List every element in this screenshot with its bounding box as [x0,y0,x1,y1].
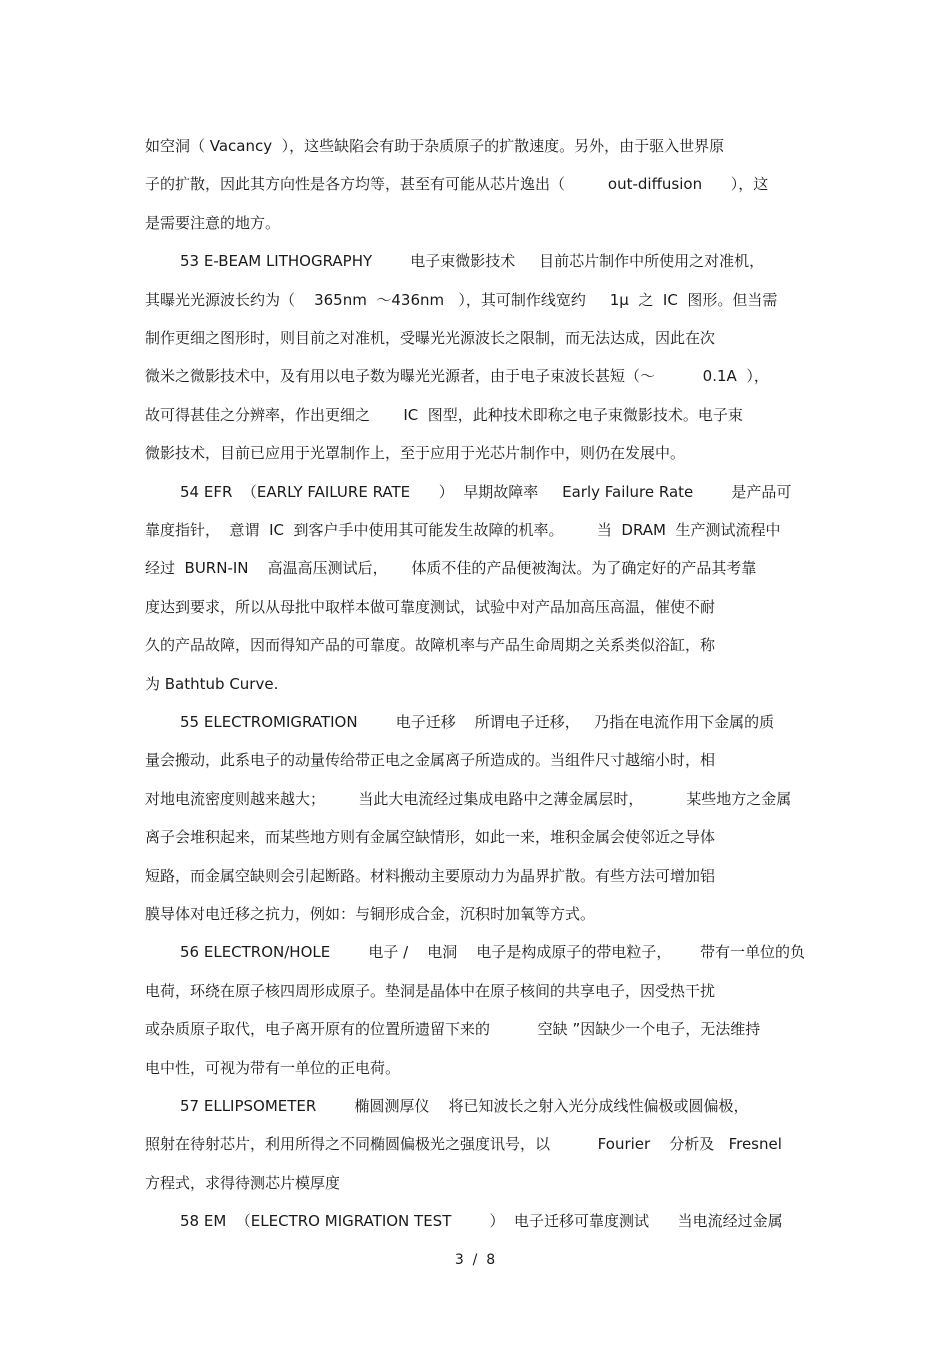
text-line: 电荷，环绕在原子核四周形成原子。垫洞是晶体中在原子核间的共享电子，因受热干扰 [145,981,716,1000]
text-line: 或杂质原子取代，电子离开原有的位置所遗留下来的 空缺 ”因缺少一个电子，无法维持 [145,1020,761,1039]
text-line: 制作更细之图形时，则目前之对准机，受曝光光源波长之限制，而无法达成，因此在次 [145,329,716,347]
text-line: 如空洞（ Vacancy ），这些缺陷会有助于杂质原子的扩散速度。另外，由于驱入世界原 [145,137,725,155]
text-line: 56 ELECTRON/HOLE 电子 / 电洞 电子是构成原子的带电粒子， 带有一单位的负 [180,943,805,962]
text-line: 电中性，可视为带有一单位的正电荷。 [145,1058,401,1077]
text-line: 是需要注意的地方。 [145,213,281,232]
text-line: 量会搬动，此系电子的动量传给带正电之金属离子所造成的。当组件尺寸越缩小时，相 [145,751,716,770]
text-line: 其曝光光源波长约为（ 365nm ～436nm ），其可制作线宽约 1µ 之 IC 图形。但当需 [145,290,778,309]
text-line: 故可得甚佳之分辨率，作出更细之 IC 图型，此种技术即称之电子束微影技术。电子束 [145,405,743,424]
text-line: 照射在待射芯片，利用所得之不同椭圆偏极光之强度讯号，以 Fourier 分析及 Fresnel [145,1135,782,1154]
text-line: 55 ELECTROMIGRATION 电子迁移 所谓电子迁移， 乃指在电流作用下金属的质 [180,713,775,731]
text-line: 57 ELLIPSOMETER 椭圆测厚仪 将已知波长之射入光分成线性偏极或圆偏极， [180,1097,749,1115]
text-line: 靠度指针， 意谓 IC 到客户手中使用其可能发生故障的机率。 当 DRAM 生产测试流程中 [145,521,781,539]
text-line: 54 EFR （EARLY FAILURE RATE ） 早期故障率 Early Failure Rate 是产品可 [180,482,792,501]
text-line: 经过 BURN-IN 高温高压测试后， 体质不佳的产品便被淘汰。为了确定好的产品其考靠 [145,559,757,578]
text-line: 方程式，求得待测芯片模厚度 [145,1173,341,1192]
text-line: 对地电流密度则越来越大； 当此大电流经过集成电路中之薄金属层时， 某些地方之金属 [145,789,792,808]
text-line: 58 EM （ELECTRO MIGRATION TEST ） 电子迁移可靠度测试 当电流经过金属 [180,1212,783,1231]
text-line: 度达到要求，所以从母批中取样本做可靠度测试，试验中对产品加高压高温，催使不耐 [145,597,716,616]
text-line: 短路，而金属空缺则会引起断路。材料搬动主要原动力为晶界扩散。有些方法可增加铝 [145,866,716,885]
page-number: 3 / 8 [454,1252,496,1268]
text-line: 53 E-BEAM LITHOGRAPHY 电子束微影技术 目前芯片制作中所使用之对准机， [180,252,765,271]
text-line: 微影技术，目前已应用于光罩制作上，至于应用于光芯片制作中，则仍在发展中。 [145,444,686,463]
text-line: 微米之微影技术中，及有用以电子数为曝光光源者，由于电子束波长甚短（～ 0.1A ）， [145,367,769,386]
text-line: 子的扩散，因此其方向性是各方均等，甚至有可能从芯片逸出（ out-diffusion ），这 [145,175,769,194]
text-line: 久的产品故障，因而得知产品的可靠度。故障机率与产品生命周期之关系类似浴缸，称 [145,636,716,655]
text-line: 离子会堆积起来，而某些地方则有金属空缺情形，如此一来，堆积金属会使邻近之导体 [145,828,716,847]
text-line: 为 Bathtub Curve. [145,674,279,693]
text-line: 膜导体对电迁移之抗力，例如：与铜形成合金，沉积时加氧等方式。 [145,905,596,923]
